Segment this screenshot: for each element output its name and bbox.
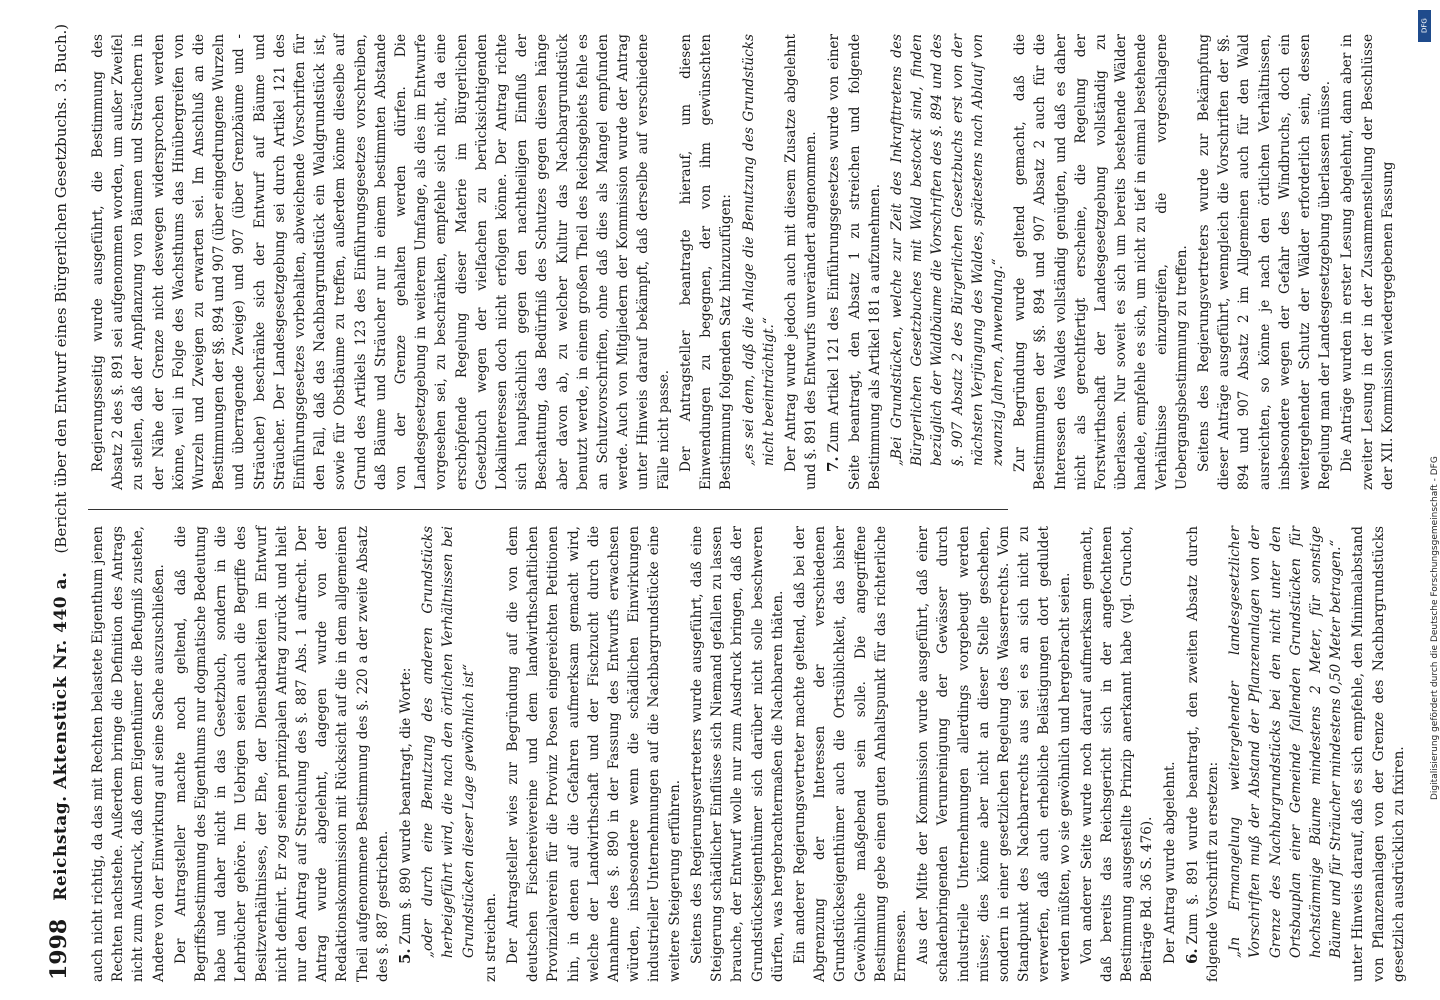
body-paragraph: Seitens des Regierungsvertreters wurde ausgeführt, daß eine Steigerung schädlicher Einflüsse sich Niemand gefallen zu lassen brauche, der Entwurf wolle nur zum Ausdruck bringen, daß der Grundstückseigenthümer sich darüber nicht solle beschweren dürfen, was hergebrachtermaßen die Nachbaren thäten.: [688, 526, 786, 982]
body-paragraph: Von anderer Seite wurde noch darauf aufmerksam gemacht, daß bereits das Reichsgericht sich in der angefochtenen Bestimmung ausgestellte Prinzip anerkannt habe (vgl. Gruchot, Beiträge Bd. 36 S. 476).: [1078, 526, 1156, 982]
quoted-provision: „oder durch eine Benutzung des anderen Grundstücks herbeigeführt wird, die nach den örtlichen Verhältnissen bei Grundstücken dieser Lage gewöhnlich ist“: [420, 526, 477, 958]
body-paragraph: auch nicht richtig, da das mit Rechten belastete Eigenthum jenen Rechten nachstehe. Außerdem bringe die Definition des Antrags nicht zum Ausdruck, daß dem Eigenthümer die Befugniß zustehe, Andere von der Einwirkung auf seine Sache auszuschließen.: [90, 526, 167, 982]
page-header: [46, 20, 82, 980]
body-paragraph: Die Anträge wurden in erster Lesung abgelehnt, dann aber in zweiter Lesung in der in der Zusammenstellung der Beschlüsse der XII. Kommission wiedergegebenen Fassung: [1339, 34, 1396, 490]
body-paragraph: Regierungsseitig wurde ausgeführt, die Bestimmung des Absatz 2 des §. 891 sei aufgenommen worden, um außer Zweifel zu stellen, daß der Anpflanzung von Bäumen und Sträuchern in der Nähe der Grenze nicht deswegen widersprochen werden könne, weil in Folge des Wachsthums das Hinübergreifen von Wurzeln und Zweigen zu erwarten sei. Im Anschluß an die Bestimmungen der §§. 894 und 907 (über eingedrungene Wurzeln und überragende Zweige) und 907 (über Grenzbäume und -Sträucher) beschränke sich der Entwurf auf Bäume und Sträucher. Der Landesgesetzgebung sei durch Artikel 121 des Einführungsgesetzes vorbehalten, abweichende Vorschriften für den Fall, daß das Nachbargrundstück ein Waldgrundstück ist, sowie für Obstbäume zu treffen, außerdem könne dieselbe auf Grund des Artikels 123 des Einführungsgesetzes vorschreiben, daß Bäume und Sträucher nur in einem bestimmten Abstande von der Grenze gehalten werden dürfen. Die Landesgesetzgebung in weiterem Umfange, als dies im Entwurfe vorgesehen sei, zu beschränken, empfehle sich nicht, da eine erschöpfende Regelung dieser Materie im Bürgerlichen Gesetzbuch wegen der vielfachen zu berücksichtigenden Lokalinteressen doch nicht erfolgen könne. Der Antrag richte sich hauptsächlich gegen den nachtheiligen Einfluß der Beschattung, das Bedürfniß des Schutzes gegen diesen hänge aber davon ab, zu welcher Kultur das Nachbargrundstück benutzt werde, in einem großen Theil des Reichsgebiets fehle es an Schutzvorschriften, ohne daß dies als Mangel empfunden werde. Auch von Mitgliedern der Kommission wurde der Antrag unter Hinweis darauf bekämpft, daß derselbe auf verschiedene Fälle nicht passe.: [90, 34, 672, 490]
page-number: 1998: [46, 918, 72, 980]
digitization-text: Digitalisierung gefördert durch die Deutsche Forschungsgemeinschaft - DFG: [1430, 456, 1440, 800]
quoted-provision: „Bei Grundstücken, welche zur Zeit des Inkrafttretens des Bürgerlichen Gesetzbuches mit Wald bestockt sind, finden bezüglich der Waldbäume die Vorschriften des §. 894 und des §. 907 Absatz 2 des Bürgerlichen Gesetzbuchs erst von der nächsten Verjüngung des Waldes, spätestens nach Ablauf von zwanzig Jahren, Anwendung.“: [888, 34, 1006, 466]
body-paragraph: Der Antragsteller machte noch geltend, daß die Begriffsbestimmung des Eigenthums nur dogmatische Bedeutung habe und daher nicht in das Gesetzbuch, sondern in die Lehrbücher gehöre. Im Uebrigen seien auch die Begriffe des Besitzverhältnisses, der Ehe, der Dienstbarkeiten im Entwurf nicht definirt. Er zog seinen prinzipalen Antrag zurück und hielt nur den Antrag auf Streichung des §. 887 Abs. 1 aufrecht. Der Antrag wurde abgelehnt, dagegen wurde von der Redaktionskommission mit Rücksicht auf die in dem allgemeinen Theil aufgenommene Bestimmung des §. 220 a der zweite Absatz des §. 887 gestrichen.: [172, 526, 391, 982]
body-paragraph: Zur Begründung wurde geltend gemacht, daß die Bestimmungen der §§. 894 und 907 Absatz 2 auch für die Interessen des Waldes vollständig genügten, und daß es daher nicht als gerechtfertigt erscheine, die Regelung der Forstwirthschaft der Landesgesetzgebung vollständig zu überlassen. Nur soweit es sich um bereits bestehende Wälder handele, empfehle es sich, um nicht zu tief in einmal bestehende Verhältnisse einzugreifen, die vorgeschlagene Uebergangsbestimmung zu treffen.: [1012, 34, 1190, 490]
section-text: Zum Artikel 121 des Einführungsgesetzes wurde von einer Seite beantragt, den Absatz 1 zu streichen und folgende Bestimmung als Artikel 181 a aufzunehmen.: [826, 34, 883, 490]
body-paragraph: Der Antragsteller wies zur Begründung auf die von dem deutschen Fischereivereine und dem landwirthschaftlichen Provinzialverein für die Provinz Posen eingereichten Petitionen hin, in denen auf die Gefahren aufmerksam gemacht wird, welche der Landwirthschaft und der Fischzucht durch die Annahme des §. 890 in der Fassung des Entwurfs erwachsen würden, insbesondere wenn die schädlichen Einwirkungen industrieller Unternehmungen auf die Nachbargrundstücke eine weitere Steigerung erführen.: [505, 526, 683, 982]
quoted-provision: „In Ermangelung weitergehender landesgesetzlicher Vorschriften muß der Abstand der Pflanzenanlagen von der Grenze des Nachbargrundstücks bei den nicht unter den Ortsbauplan einer Gemeinde fallenden Grundstücken für hochstämmige Bäume mindestens 2 Meter, für sonstige Bäume und für Sträucher mindestens 0,50 Meter betragen.“: [1227, 526, 1345, 958]
section-number: 7.: [824, 456, 843, 472]
left-column: [88, 526, 1411, 982]
body-paragraph: Der Antrag wurde abgelehnt.: [1161, 761, 1178, 964]
section-paragraph: [823, 34, 885, 490]
body-paragraph: unter Hinweis darauf, daß es sich empfehle, den Minimalabstand von Pflanzenanlagen von der Grenze des Nachbargrundstücks gesetzlich ausdrücklich zu fixiren.: [1350, 526, 1407, 982]
body-paragraph: Der Antragsteller beantragte hierauf, um diesen Einwendungen zu begegnen, der von ihm gewünschten Bestimmung folgenden Satz hinzuzufügen:: [677, 34, 735, 490]
body-paragraph: Der Antrag wurde jedoch auch mit diesem Zusatze abgelehnt und §. 891 des Entwurfs unverändert angenommen.: [782, 34, 820, 490]
right-column: [88, 34, 1400, 490]
section-text: Zum §. 890 wurde beantragt, die Worte:: [398, 667, 415, 945]
body-paragraph: Seitens des Regierungsvertreters wurde zur Bekämpfung dieser Anträge ausgeführt, wenngleich die Vorschriften der §§. 894 und 907 Absatz 2 im Allgemeinen auch für den Wald ausreichten, so könne je nach den örtlichen Verhältnissen, insbesondere wegen der Gefahr des Windbruchs, doch ein weitergehender Schutz der Wälder erforderlich sein, dessen Regelung man der Landesgesetzgebung überlassen müsse.: [1195, 34, 1334, 490]
dfg-logo: DFG: [1418, 10, 1431, 42]
section-text: Zum §. 891 wurde beantragt, den zweiten Absatz durch folgende Vorschrift zu ersetzen:: [1184, 526, 1221, 982]
section-number: 5.: [396, 948, 415, 964]
section-paragraph: [395, 526, 416, 982]
body-paragraph: Aus der Mitte der Kommission wurde ausgeführt, daß einer schadenbringenden Verunreinigung der Gewässer durch industrielle Unternehmungen allerdings vorgebeugt werden müsse; dies könne aber nicht an dieser Stelle geschehen, sondern in einer gesetzlichen Regelung des Wasserrechts. Vom Standpunkt des Nachbarrechts aus sei es an sich nicht zu verwerfen, daß auch erhebliche Belästigungen dort geduldet werden müßten, wo sie gewöhnlich und hergebracht seien.: [915, 526, 1073, 982]
column-divider: [88, 509, 1008, 510]
document-page: [40, 0, 1410, 1000]
digitization-note: [1416, 0, 1440, 1000]
section-paragraph: [1182, 526, 1223, 982]
page-title: Reichstag. Aktenstück Nr. 440 a.: [51, 571, 71, 901]
body-paragraph: Ein anderer Regierungsvertreter machte geltend, daß bei der Abgrenzung der Interessen der verschiedenen Grundstückseigenthümer auch die Ortsüblichkeit, das bisher Gewöhnliche maßgebend sein solle. Die angegriffene Bestimmung gebe einen guten Anhaltspunkt für das richterliche Ermessen.: [791, 526, 909, 982]
body-paragraph: zu streichen.: [482, 892, 499, 982]
page-subtitle: (Bericht über den Entwurf eines Bürgerlichen Gesetzbuchs. 3. Buch.): [52, 23, 70, 554]
quoted-provision: „es sei denn, daß die Anlage die Benutzung des Grundstücks nicht beeinträchtigt.“: [740, 34, 777, 466]
section-number: 6.: [1182, 948, 1201, 964]
